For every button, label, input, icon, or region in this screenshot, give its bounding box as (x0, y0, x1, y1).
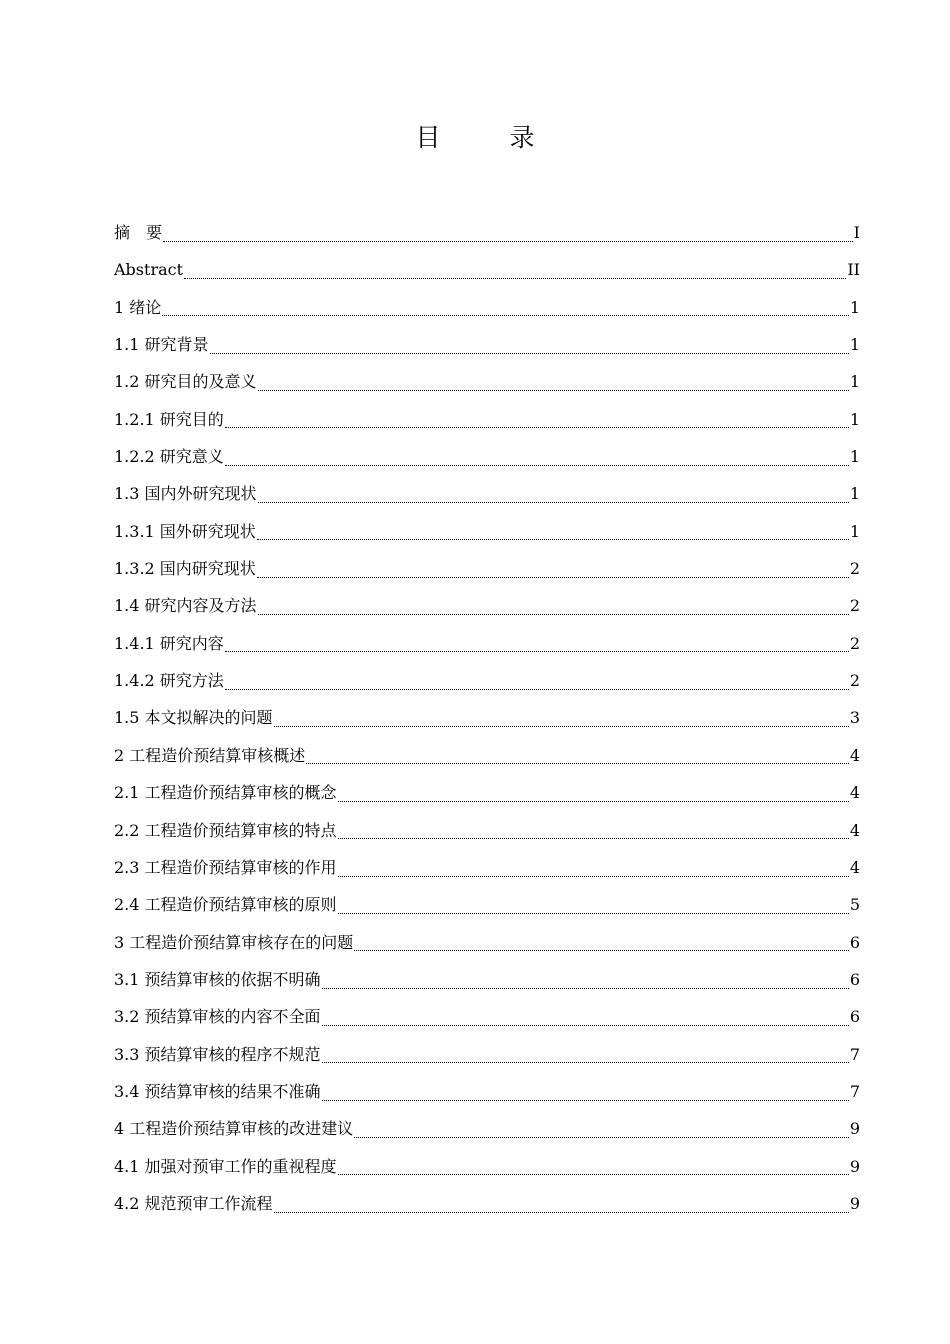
toc-entry[interactable] (114, 587, 860, 624)
toc-dot-leader (338, 1173, 849, 1175)
toc-entry-label: 3.1 预结算审核的依据不明确 (114, 969, 321, 989)
toc-entry[interactable] (114, 886, 860, 923)
toc-entry-label: 4 工程造价预结算审核的改进建议 (114, 1119, 354, 1139)
toc-dot-leader (225, 464, 849, 466)
toc-entry-label: 3.3 预结算审核的程序不规范 (114, 1044, 321, 1064)
toc-entry[interactable] (114, 774, 860, 811)
toc-dot-leader (258, 501, 849, 503)
toc-entry[interactable] (114, 438, 860, 475)
toc-entry[interactable] (114, 513, 860, 550)
toc-dot-leader (322, 1061, 849, 1063)
toc-entry[interactable] (114, 737, 860, 774)
toc-entry-page: 2 (849, 671, 860, 691)
toc-title: 目 录 (415, 123, 557, 152)
toc-dot-leader (258, 613, 849, 615)
toc-dot-leader (225, 688, 849, 690)
toc-entry[interactable] (114, 326, 860, 363)
toc-entry-page: 2 (849, 633, 860, 653)
toc-list (114, 214, 860, 1222)
toc-entry[interactable] (114, 550, 860, 587)
toc-entry-label: 1.2.1 研究目的 (114, 409, 224, 429)
toc-dot-leader (274, 1211, 849, 1213)
toc-dot-leader (257, 538, 849, 540)
toc-entry-page: 4 (849, 820, 860, 840)
toc-entry[interactable] (114, 475, 860, 512)
toc-entry-label: 3.4 预结算审核的结果不准确 (114, 1081, 321, 1101)
toc-entry[interactable] (114, 1110, 860, 1147)
toc-entry-label: 1.1 研究背景 (114, 335, 209, 355)
toc-entry-page: 1 (849, 297, 860, 317)
toc-dot-leader (322, 987, 849, 989)
toc-dot-leader (163, 240, 853, 242)
toc-dot-leader (338, 837, 849, 839)
toc-entry-label: 4.1 加强对预审工作的重视程度 (114, 1156, 337, 1176)
toc-entry-label: 1.4 研究内容及方法 (114, 596, 257, 616)
toc-entry-page: 6 (849, 1007, 860, 1027)
toc-entry-page: 7 (849, 1081, 860, 1101)
toc-entry-page: 9 (849, 1119, 860, 1139)
toc-entry[interactable] (114, 1036, 860, 1073)
toc-dot-leader (274, 725, 849, 727)
toc-entry[interactable] (114, 363, 860, 400)
toc-entry-page: 6 (849, 932, 860, 952)
toc-entry-label: 2 工程造价预结算审核概述 (114, 745, 306, 765)
toc-entry[interactable] (114, 625, 860, 662)
toc-entry-page: 9 (849, 1156, 860, 1176)
toc-entry[interactable] (114, 1148, 860, 1185)
toc-dot-leader (354, 1136, 849, 1138)
toc-entry-page: 4 (849, 783, 860, 803)
toc-entry-page: 7 (849, 1044, 860, 1064)
toc-dot-leader (322, 1024, 849, 1026)
toc-entry[interactable] (114, 1185, 860, 1222)
toc-entry[interactable] (114, 812, 860, 849)
toc-entry-page: 4 (849, 857, 860, 877)
toc-entry-label: 摘 要 (114, 223, 163, 242)
toc-entry-label: 2.2 工程造价预结算审核的特点 (114, 820, 337, 840)
toc-entry[interactable] (114, 924, 860, 961)
toc-dot-leader (338, 800, 849, 802)
toc-entry-label: 1.3.1 国外研究现状 (114, 521, 256, 541)
toc-entry-label: 1.3.2 国内研究现状 (114, 559, 256, 579)
toc-entry[interactable] (114, 401, 860, 438)
toc-entry[interactable] (114, 699, 860, 736)
toc-entry-page: 4 (849, 745, 860, 765)
toc-entry-page: 2 (849, 559, 860, 579)
toc-entry[interactable] (114, 1073, 860, 1110)
toc-entry-page: 1 (849, 447, 860, 467)
toc-entry[interactable] (114, 662, 860, 699)
toc-entry-label: 2.4 工程造价预结算审核的原则 (114, 895, 337, 915)
toc-entry-page: 6 (849, 969, 860, 989)
toc-entry-page: 1 (849, 484, 860, 504)
toc-entry-label: 1 绪论 (114, 297, 162, 317)
toc-entry[interactable] (114, 214, 860, 251)
toc-dot-leader (257, 576, 849, 578)
toc-entry-page: 2 (849, 596, 860, 616)
toc-entry-label: 1.4.1 研究内容 (114, 633, 224, 653)
toc-dot-leader (338, 875, 849, 877)
toc-dot-leader (162, 314, 849, 316)
toc-dot-leader (258, 389, 849, 391)
toc-entry-label: 1.2.2 研究意义 (114, 447, 224, 467)
toc-entry-label: 1.3 国内外研究现状 (114, 484, 257, 504)
toc-entry-label: 3.2 预结算审核的内容不全面 (114, 1007, 321, 1027)
toc-entry-page: 9 (849, 1193, 860, 1213)
toc-entry[interactable] (114, 251, 860, 288)
toc-entry-label: 2.1 工程造价预结算审核的概念 (114, 783, 337, 803)
toc-entry[interactable] (114, 998, 860, 1035)
toc-entry-label: 2.3 工程造价预结算审核的作用 (114, 857, 337, 877)
toc-dot-leader (184, 277, 846, 279)
toc-entry-label: 4.2 规范预审工作流程 (114, 1193, 273, 1213)
toc-entry[interactable] (114, 961, 860, 998)
toc-entry-label: Abstract (114, 260, 184, 280)
toc-entry-page: 1 (849, 372, 860, 392)
toc-entry-page: II (847, 260, 860, 280)
toc-entry-page: 1 (849, 335, 860, 355)
toc-entry-page: 1 (849, 521, 860, 541)
toc-entry[interactable] (114, 289, 860, 326)
toc-entry-page: 5 (849, 895, 860, 915)
toc-entry-label: 1.5 本文拟解决的问题 (114, 708, 273, 728)
toc-entry-page: 1 (849, 409, 860, 429)
toc-dot-leader (338, 912, 849, 914)
toc-dot-leader (306, 762, 849, 764)
toc-entry-label: 1.4.2 研究方法 (114, 671, 224, 691)
toc-entry[interactable] (114, 849, 860, 886)
toc-entry-page: 3 (849, 708, 860, 728)
toc-dot-leader (354, 949, 849, 951)
toc-dot-leader (225, 650, 849, 652)
toc-entry-label: 3 工程造价预结算审核存在的问题 (114, 932, 354, 952)
toc-dot-leader (322, 1099, 849, 1101)
toc-dot-leader (225, 426, 849, 428)
toc-entry-label: 1.2 研究目的及意义 (114, 372, 257, 392)
toc-entry-page: I (853, 223, 860, 242)
toc-dot-leader (210, 352, 849, 354)
